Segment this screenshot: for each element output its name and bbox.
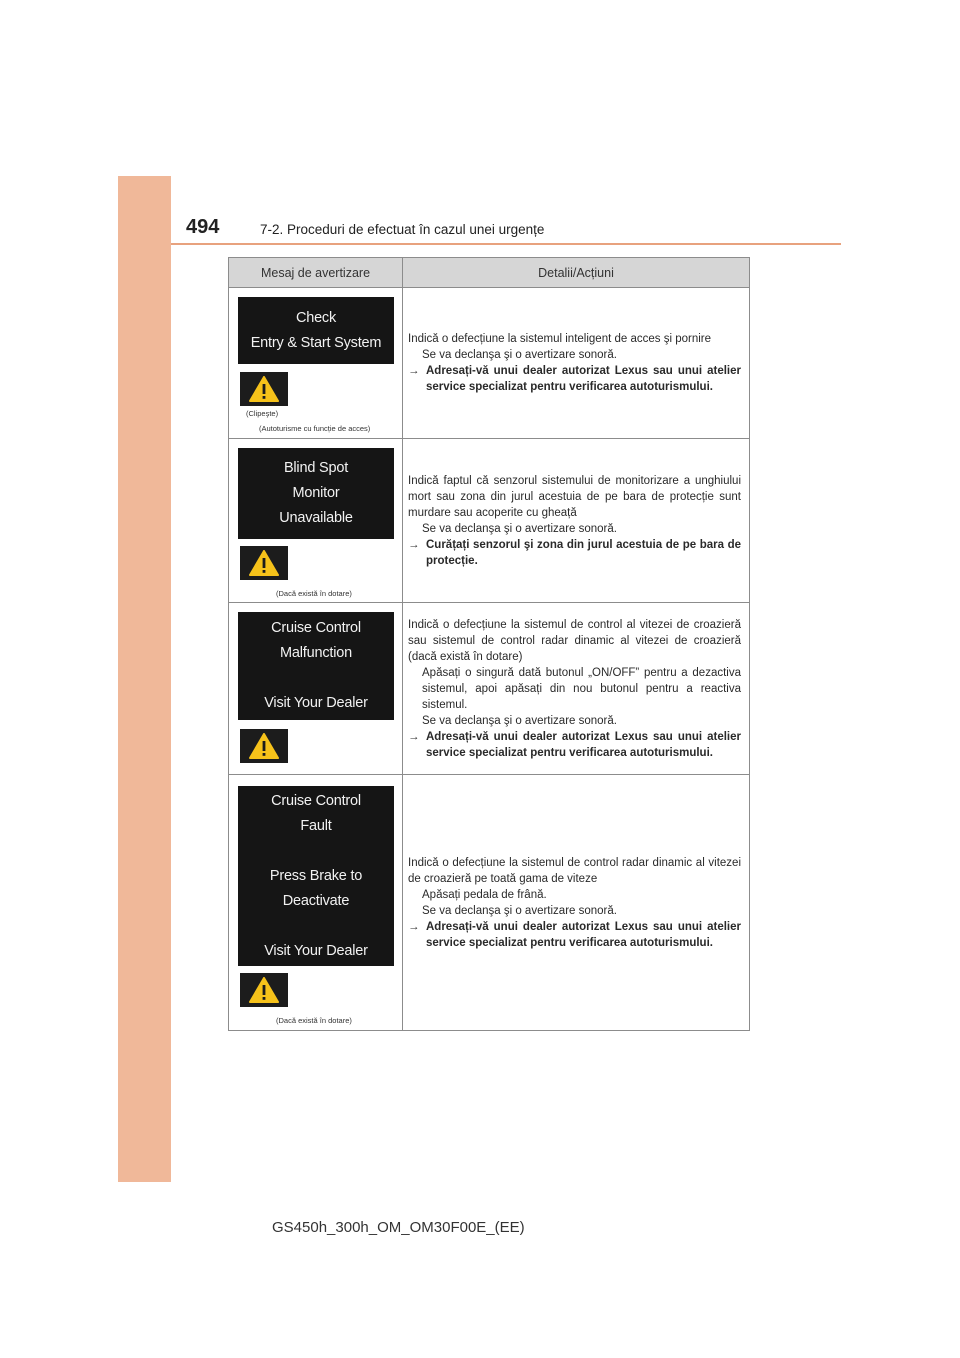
arrow-right-icon: → xyxy=(408,538,420,551)
section-title: 7-2. Proceduri de efectuat în cazul unei urgențe xyxy=(260,222,545,237)
display-screen xyxy=(238,612,394,720)
display-line: Deactivate xyxy=(282,892,350,909)
column-header-details: Detalii/Acțiuni xyxy=(403,258,750,288)
column-header-message: Mesaj de avertizare xyxy=(229,258,403,288)
warning-triangle-icon xyxy=(240,973,288,1007)
detail-text: Apăsați pedala de frână. xyxy=(422,888,547,901)
display-line: Press Brake to xyxy=(269,867,363,884)
action-text: → Curățați senzorul şi zona din jurul acestuia de pe bara de protecție. xyxy=(408,538,741,567)
arrow-right-icon: → xyxy=(408,730,420,743)
side-band xyxy=(118,176,171,1182)
display-line: Visit Your Dealer xyxy=(264,695,368,711)
message-cell xyxy=(229,775,403,1031)
display-line: Entry & Start System xyxy=(250,334,382,351)
display-line: Blind Spot xyxy=(283,460,349,476)
display-line: Fault xyxy=(300,817,332,834)
table-header-row xyxy=(229,258,750,288)
description-text: Indică o defecțiune la sistemul de control al vitezei de croazieră sau sistemul de control radar dinamic al vitezei de croazieră (dacă există în dotare) xyxy=(408,618,741,663)
detail-text: Se va declanşa şi o avertizare sonoră. xyxy=(422,904,617,917)
page-number: 494 xyxy=(186,216,220,238)
display-line: Visit Your Dealer xyxy=(264,942,368,959)
arrow-right-icon: → xyxy=(408,365,420,377)
description-text: Indică o defecțiune la sistemul inteligent de acces şi pornire xyxy=(408,333,712,345)
display-screen xyxy=(238,448,394,539)
details-cell xyxy=(403,439,750,603)
details-cell xyxy=(403,603,750,775)
display-line: Cruise Control xyxy=(271,792,361,809)
action-text: → Adresați-vă unui dealer autorizat Lexus sau unui atelier service specializat pentru verificarea autoturismului. xyxy=(408,730,741,759)
detail-text: Apăsați o singură dată butonul „ON/OFF” pentru a dezactiva sistemul, apoi apăsați din nou butonul pentru a reactiva sistemul. xyxy=(422,666,741,711)
display-line: Check xyxy=(295,309,337,326)
display-line: Monitor xyxy=(292,485,340,501)
availability-note: (Dacă există în dotare) xyxy=(276,589,352,598)
warning-triangle-icon xyxy=(240,546,288,580)
display-line: Cruise Control xyxy=(271,620,361,636)
document-code: GS450h_300h_OM_OM30F00E_(EE) xyxy=(272,1219,525,1236)
detail-text: Se va declanşa şi o avertizare sonoră. xyxy=(422,522,617,535)
action-text: → Adresați-vă unui dealer autorizat Lexus sau unui atelier service specializat pentru verificarea autoturismului. xyxy=(408,920,741,949)
header-rule xyxy=(171,243,841,245)
availability-note: (Dacă există în dotare) xyxy=(276,1016,352,1025)
description-text: Indică o defecțiune la sistemul de control radar dinamic al vitezei de croazieră pe toată gama de viteze xyxy=(408,856,741,885)
table-row xyxy=(229,439,750,603)
description-text: Indică faptul că senzorul sistemului de monitorizare a unghiului mort sau zona din jurul acestuia de pe bara de protecție sunt murdare sau acoperite cu gheață xyxy=(408,474,741,519)
table-row xyxy=(229,775,750,1031)
display-screen xyxy=(238,786,394,966)
display-line: Unavailable xyxy=(279,510,353,526)
detail-text: Se va declanşa şi o avertizare sonoră. xyxy=(422,714,617,727)
detail-text: Se va declanşa şi o avertizare sonoră. xyxy=(422,349,617,361)
flash-note: (Clipeşte) xyxy=(246,409,279,418)
availability-note: (Autoturisme cu funcție de acces) xyxy=(259,424,371,433)
arrow-right-icon: → xyxy=(408,920,420,933)
message-cell xyxy=(229,439,403,603)
warning-triangle-icon xyxy=(240,372,288,406)
action-text: → Adresați-vă unui dealer autorizat Lexus sau unui atelier service specializat pentru verificarea autoturismului. xyxy=(408,365,741,393)
details-cell xyxy=(403,775,750,1031)
message-cell xyxy=(229,288,403,439)
warning-messages-table xyxy=(228,257,750,1031)
table-row xyxy=(229,288,750,439)
details-cell xyxy=(403,288,750,439)
table-row xyxy=(229,603,750,775)
display-line: Malfunction xyxy=(280,645,352,661)
message-cell xyxy=(229,603,403,775)
warning-triangle-icon xyxy=(240,729,288,763)
display-screen xyxy=(238,297,394,364)
